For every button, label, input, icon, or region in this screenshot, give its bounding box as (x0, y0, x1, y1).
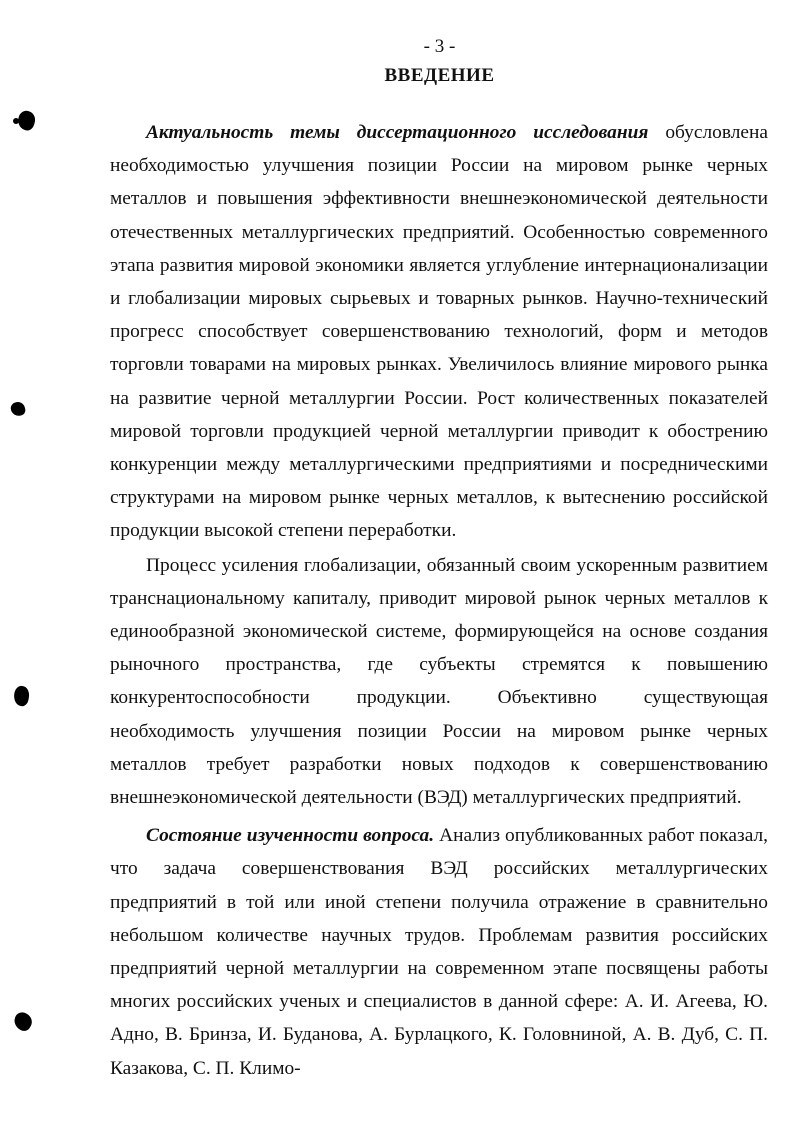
page-title: ВВЕДЕНИЕ (384, 65, 495, 86)
paragraph-relevance (110, 116, 768, 548)
paragraph-lead: Актуальность темы диссертационного исследования (146, 122, 649, 143)
paragraph-state-of-research (110, 819, 768, 1085)
page-number: - 3 - (423, 36, 456, 57)
binding-hole-mark (11, 1010, 35, 1034)
paragraph-text: обусловлена необходимостью улучшения позиции России на мировом рынке черных металлов и повышения эффективности внешнеэкономической деятельности отечественных металлургических предприятий. Особенностью современного этапа развития мировой экономики является углубление интернационализации и глобализации мировых сырьевых и товарных рынков. Научно-технический прогресс способствует совершенствованию технологий, форм и методов торговли товарами на мировых рынках. Увеличилось влияние мирового рынка на развитие черной металлургии России. Рост количественных показателей мировой торговли продукцией черной металлургии приводит к обострению конкуренции между металлургическими предприятиями и посредническими структурами на мировом рынке черных металлов, к вытеснению российской продукции высокой степени переработки. (110, 122, 768, 542)
binding-hole-mark (9, 400, 26, 417)
binding-hole-mark (12, 685, 30, 707)
paragraph-lead: Состояние изученности вопроса. (146, 825, 435, 847)
paragraph-text: Анализ опубликованных работ показал, что задача совершенствования ВЭД российских металлургических предприятий в той или иной степени получила отражение в сравнительно небольшом количестве научных трудов. Проблемам развития российских предприятий черной металлургии на современном этапе посвящены работы многих российских ученых и специалистов в данной сфере: А. И. Агеева, Ю. Адно, В. Бринза, И. Буданова, А. Бурлацкого, К. Головниной, А. В. Дуб, С. П. Казакова, С. П. Климо- (110, 825, 768, 1079)
binding-hole-mark (13, 118, 19, 124)
paragraph-text: Процесс усиления глобализации, обязанный своим ускоренным развитием транснациональному капиталу, приводит мировой рынок черных металлов к единообразной экономической системе, формирующейся на основе создания рыночного пространства, где субъекты стремятся к повышению конкурентоспособности продукции. Объективно существующая необходимость улучшения позиции России на мировом рынке черных металлов требует разработки новых подходов к совершенствованию внешнеэкономической деятельности (ВЭД) металлургических предприятий. (110, 554, 768, 809)
body-text (110, 116, 768, 1085)
paragraph-globalization (110, 549, 768, 815)
